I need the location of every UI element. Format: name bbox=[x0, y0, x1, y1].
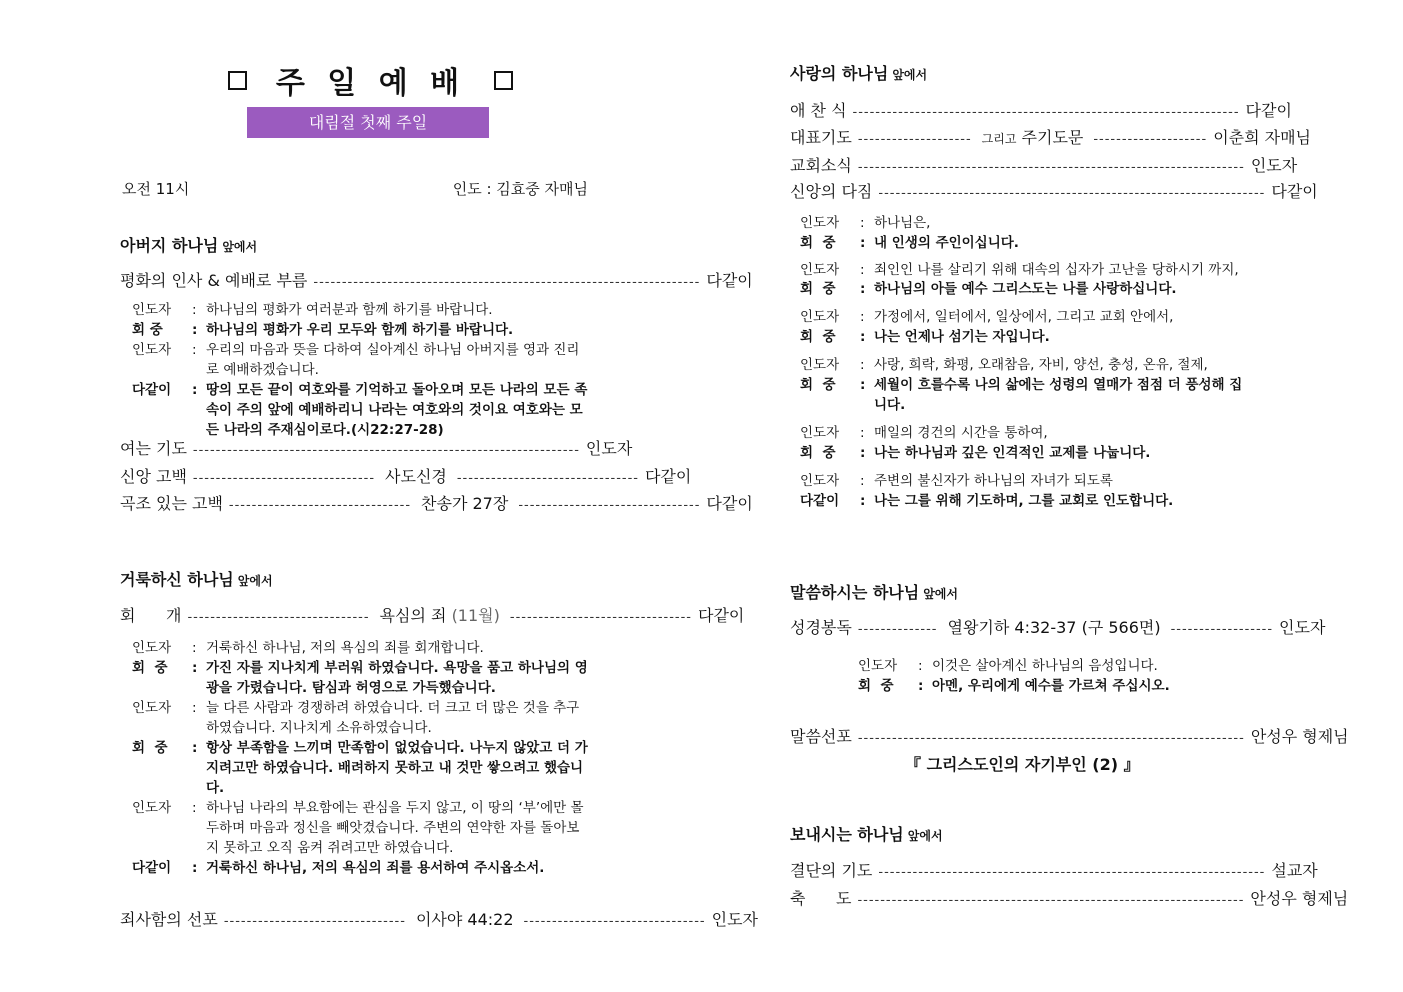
order-item: 말씀선포 -------------------------------------------------------------------- 안성우 형제님 bbox=[790, 727, 1349, 746]
subtitle-banner: 대림절 첫째 주일 bbox=[247, 107, 489, 138]
responsive-reading: 인도자 : 하나님은, 회 중 : 내 인생의 주인이십니다. 인도자 : 죄인인 나를 살리기 위해 대속의 십자가 고난을 당하시기 까지, 회 중 : 하나님의 아들 예수 그리스도는 나를 사랑하십니다. 인도자 : 가정에서, 일터에서, 일상에서, 그리고 교회 안에서, 회 중 : 나는 언제나 섬기는 자입니다. 인도자 : 사랑, 희락, 화평, 오래참음, 자비, 양선, 충성, 온유, 절제, 회 중 : 세월이 흐를수록 나의 삶에는 성령의 열매가 점점 더 풍성해 집니다. 인도자 : 매일의 경건의 시간을 통하여, 회 중 : 나는 하나님과 깊은 인격적인 교제를 나눕니다. 인도자 : 주변의 불신자가 하나님의 자녀가 되도록 다같이 : 나는 그를 위해 기도하며, 그를 교회로 인도합니다. bbox=[800, 215, 1243, 509]
section-title: 아버지 하나님 앞에서 bbox=[120, 236, 258, 255]
service-time: 오전 11시 bbox=[122, 180, 190, 198]
service-leader: 인도 : 김효중 자매님 bbox=[452, 180, 588, 198]
section-title: 보내시는 하나님 앞에서 bbox=[790, 825, 943, 844]
responsive-reading: 인도자 : 이것은 살아계신 하나님의 음성입니다. 회 중 : 아멘, 우리에게 예수를 가르쳐 주십시오. bbox=[858, 658, 1170, 694]
section-title: 말씀하시는 하나님 앞에서 bbox=[790, 583, 958, 602]
order-item: 신앙 고백 -------------------------------- 사도신경 -------------------------------- 다같이 bbox=[120, 467, 692, 486]
square-icon bbox=[228, 71, 247, 90]
responsive-reading: 인도자 : 거룩하신 하나님, 저의 욕심의 죄를 회개합니다. 회 중 : 가진 자를 지나치게 부러워 하였습니다. 욕망을 품고 하나님의 영광을 가렸습니다. 탐심과 허영으로 가득했습니다. 인도자 : 늘 다른 사람과 경쟁하려 하였습니다. 더 크고 더 많은 것을 추구하였습니다. 지나치게 소유하였습니다. 회 중 : 항상 부족함을 느끼며 만족함이 없었습니다. 나누지 않았고 더 가지려고만 하였습니다. 배려하지 못하고 내 것만 쌓으려고 했습니다. 인도자 : 하나님 나라의 부요함에는 관심을 두지 않고, 이 땅의 ‘부’에만 몰두하며 마음과 정신을 빼앗겼습니다. 주변의 연약한 자를 돌아보지 못하고 오직 움켜 쥐려고만 하였습니다. 다같이 : 거룩하신 하나님, 저의 욕심의 죄를 용서하여 주시옵소서. bbox=[132, 640, 588, 876]
order-item: 축 도 -------------------------------------------------------------------- 안성우 형제님 bbox=[790, 889, 1349, 908]
section-title: 사랑의 하나님 앞에서 bbox=[790, 64, 928, 83]
section-title: 거룩하신 하나님 앞에서 bbox=[120, 570, 273, 589]
order-item: 여는 기도 -------------------------------------------------------------------- 인도자 bbox=[120, 439, 633, 458]
order-item: 대표기도 -------------------- 그리고 주기도문 -------------------- 이춘희 자매님 bbox=[790, 128, 1312, 147]
service-meta bbox=[122, 178, 588, 199]
order-item: 곡조 있는 고백 -------------------------------- 찬송가 27장 -------------------------------- 다같이 bbox=[120, 494, 753, 513]
order-item: 성경봉독 -------------- 열왕기하 4:32-37 (구 566면) ------------------ 인도자 bbox=[790, 618, 1326, 637]
sermon-title: 『 그리스도인의 자기부인 (2) 』 bbox=[905, 755, 1140, 774]
responsive-reading: 인도자 : 하나님의 평화가 여러분과 함께 하기를 바랍니다. 회 중 : 하나님의 평화가 우리 모두와 함께 하기를 바랍니다. 인도자 : 우리의 마음과 뜻을 다하여 실아계신 하나님 아버지를 영과 진리로 예배하겠습니다. 다같이 : 땅의 모든 끝이 여호와를 기억하고 돌아오며 모든 나라의 모든 족속이 주의 앞에 예배하리니 나라는 여호와의 것이요 여호와는 모든 나라의 주재심이로다.(시22:27-28) bbox=[132, 302, 588, 438]
order-item: 회 개 -------------------------------- 욕심의 죄 (11월) -------------------------------- 다같이 bbox=[120, 606, 745, 625]
order-item: 애 찬 식 -------------------------------------------------------------------- 다같이 bbox=[790, 101, 1292, 120]
page-title: 주 일 예 배 bbox=[228, 58, 513, 102]
order-item: 결단의 기도 -------------------------------------------------------------------- 설교자 bbox=[790, 861, 1318, 880]
order-item: 신앙의 다짐 -------------------------------------------------------------------- 다같이 bbox=[790, 182, 1318, 201]
order-item: 죄사함의 선포 -------------------------------- 이사야 44:22 -------------------------------- 인도자 bbox=[120, 910, 758, 929]
square-icon bbox=[494, 71, 513, 90]
order-item: 교회소식 -------------------------------------------------------------------- 인도자 bbox=[790, 156, 1298, 175]
order-item: 평화의 인사 & 예배로 부름 -------------------------------------------------------------------- 다같이 bbox=[120, 271, 753, 290]
